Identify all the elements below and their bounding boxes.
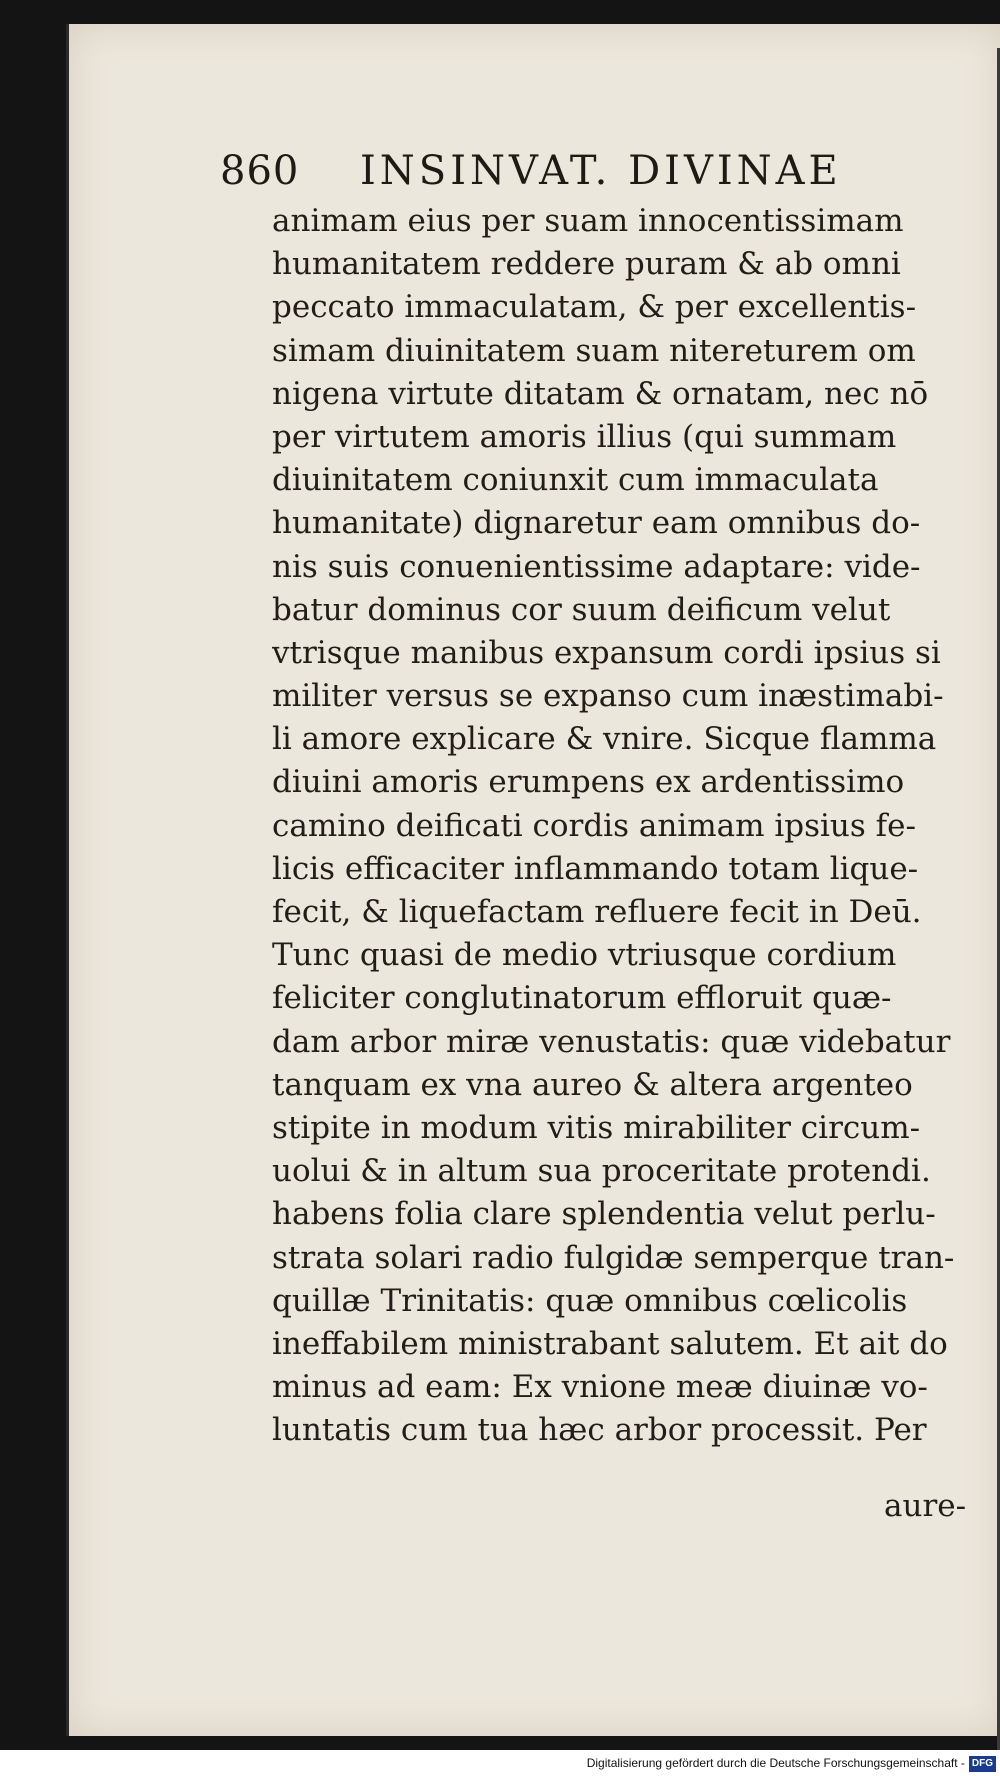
text-line: dam arbor miræ venustatis: quæ videbatur <box>272 1023 951 1060</box>
digitization-footer <box>0 1750 1000 1776</box>
text-line: feliciter conglutinatorum effloruit quæ- <box>272 980 892 1017</box>
text-line: militer versus se expanso cum inæstimabi- <box>272 678 944 715</box>
text-line: simam diuinitatem suam nitereturem om <box>272 332 916 369</box>
text-line: nigena virtute ditatam & ornatam, nec nō <box>272 375 929 412</box>
text-line: peccato immaculatam, & per excellentis- <box>272 289 917 326</box>
page-number: 860 <box>220 148 300 194</box>
text-line: quillæ Trinitatis: quæ omnibus cœlicolis <box>272 1282 908 1319</box>
text-line: nis suis conuenientissime adaptare: vide- <box>272 548 921 585</box>
body-text <box>272 200 994 1452</box>
text-line: habens folia clare splendentia velut perlu- <box>272 1196 936 1233</box>
catchword: aure- <box>884 1488 967 1524</box>
text-line: vtrisque manibus expansum cordi ipsius si <box>272 634 941 671</box>
text-line: luntatis cum tua hæc arbor processit. Per <box>272 1412 927 1449</box>
text-line: licis efficaciter inflammando totam lique- <box>272 850 919 887</box>
text-line: tanquam ex vna aureo & altera argenteo <box>272 1066 913 1103</box>
text-line: fecit, & liquefactam refluere fecit in Deū. <box>272 894 922 930</box>
text-line: per virtutem amoris illius (qui summam <box>272 418 897 455</box>
text-line: diuini amoris erumpens ex ardentissimo <box>272 764 905 801</box>
text-line: animam eius per suam innocentissimam <box>272 203 904 239</box>
running-head <box>220 148 842 194</box>
text-line: stipite in modum vitis mirabiliter circum- <box>272 1109 921 1146</box>
text-line: strata solari radio fulgidæ semperque tran- <box>272 1239 955 1276</box>
text-line: diuinitatem coniunxit cum immaculata <box>272 462 879 499</box>
text-line: uolui & in altum sua proceritate protendi. <box>272 1153 931 1190</box>
text-line: li amore explicare & vnire. Sicque flamma <box>272 721 937 758</box>
running-title: INSINVAT. DIVINAE <box>360 148 842 194</box>
text-line: camino deificati cordis animam ipsius fe- <box>272 807 916 844</box>
text-line: ineffabilem ministrabant salutem. Et ait do <box>272 1325 948 1362</box>
text-line: Tunc quasi de medio vtriusque cordium <box>272 937 897 974</box>
text-line: batur dominus cor suum deificum velut <box>272 591 891 628</box>
text-line: minus ad eam: Ex vnione meæ diuinæ vo- <box>272 1369 928 1406</box>
dfg-logo-icon: DFG <box>969 1756 996 1772</box>
text-line: humanitate) dignaretur eam omnibus do- <box>272 505 921 542</box>
footer-credit: Digitalisierung gefördert durch die Deutsche Forschungsgemeinschaft - <box>586 1756 965 1770</box>
text-line: humanitatem reddere puram & ab omni <box>272 246 901 283</box>
